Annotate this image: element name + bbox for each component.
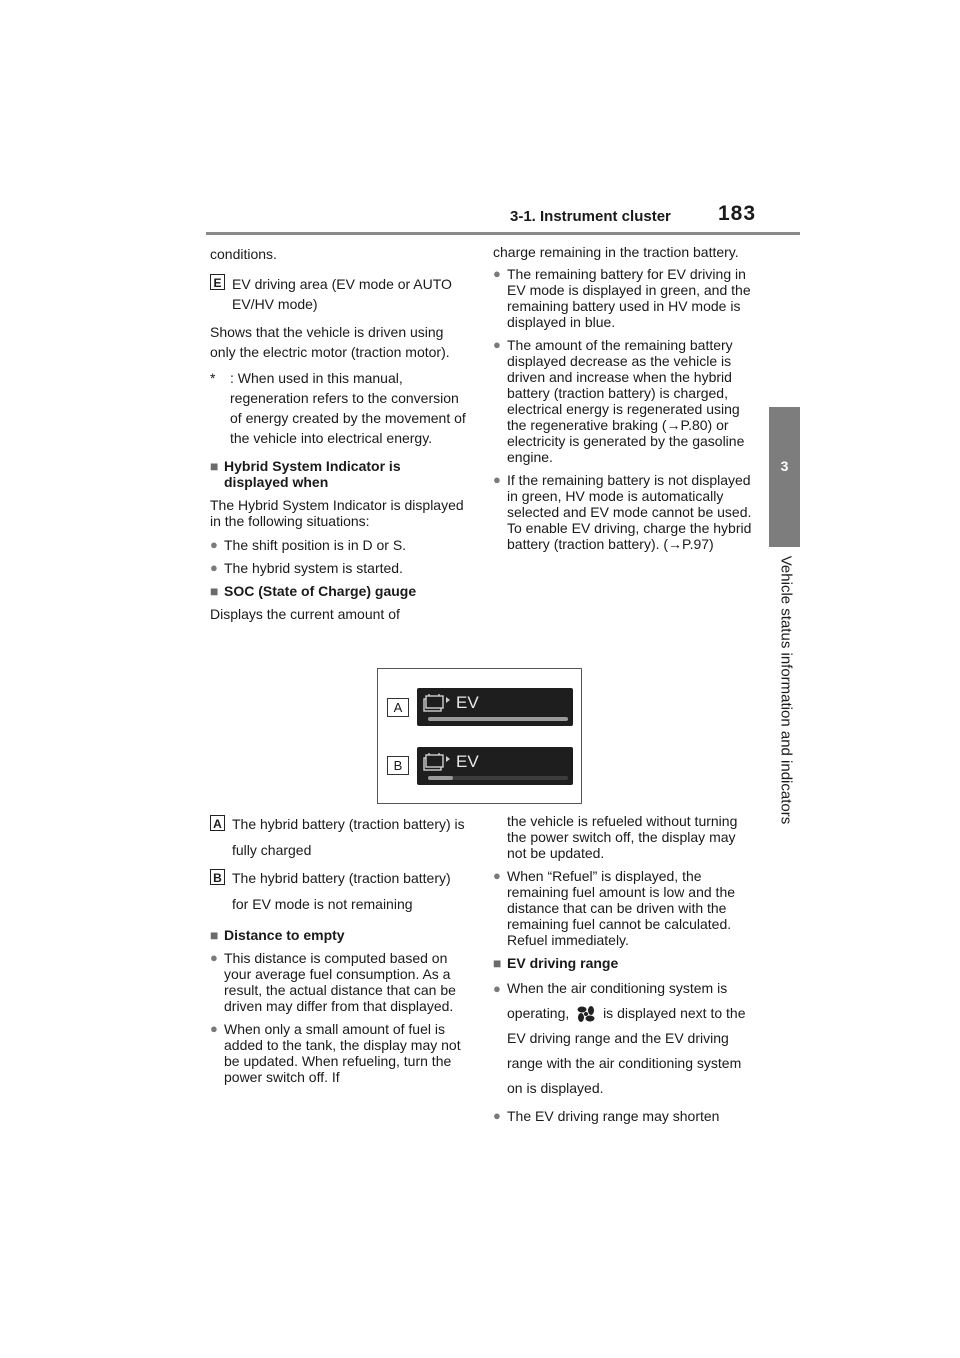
hsi-bullet-text: The hybrid system is started. [224,560,403,576]
label-e-item [210,274,468,314]
chapter-title: Vehicle status information and indicators [777,555,795,825]
soc-description: Displays the current amount of [210,606,400,622]
label-e: E [210,274,225,290]
square-bullet-icon: ■ [210,927,219,943]
conditions-text: conditions. [210,246,277,262]
soc-gauge-figure [377,668,582,804]
battery-icon [422,693,452,715]
list-item [493,868,755,948]
chapter-number: 3 [780,458,789,474]
label-e-text: EV driving area (EV mode or AUTO EV/HV mode) [232,276,452,312]
bullet-icon: ● [493,472,501,487]
bullet-icon: ● [210,537,218,552]
soc-heading [210,583,468,599]
list-item [210,537,468,553]
ac-bullet [507,976,755,1101]
bullet-icon: ● [210,560,218,575]
last-bullet-text: The EV driving range may shorten [507,1108,720,1124]
upper-right-column [493,244,755,559]
page-number: 183 [718,202,757,225]
soc-bullet-text: The amount of the remaining battery displayed decrease as the vehicle is driven and increase when the hybrid battery (traction battery) is charged, electrical energy is regenerated using the regenerative braking (→P.80) or electricity is generated by the gasoline engine. [507,337,745,465]
bullet-icon: ● [493,266,501,281]
hsi-heading-text: Hybrid System Indicator is displayed when [224,458,401,490]
evr-heading-text: EV driving range [507,955,619,971]
bullet-icon: ● [210,1021,218,1036]
bullet-icon: ● [493,337,501,352]
list-item [493,337,755,465]
hsi-description: The Hybrid System Indicator is displayed in the following situations: [210,497,464,529]
figure-label-b: B [387,756,409,775]
label-b-item [210,869,468,917]
footnote-star: * [210,370,216,386]
bullet-icon: ● [493,868,501,883]
soc-bullet-text: If the remaining battery is not displayed in green, HV mode is automatically selected and EV mode cannot be used. To enable EV driving, charge the hybrid battery (traction battery). (→P.97) [507,472,752,552]
square-bullet-icon: ■ [210,458,219,474]
square-bullet-icon: ■ [493,955,502,971]
dte-heading [210,927,468,943]
lower-left-column [210,815,468,1092]
bullet-icon: ● [493,981,501,996]
evr-heading [493,955,755,971]
list-item [210,560,468,576]
gauge-b-mode: EV [456,752,479,771]
gauge-panel-b [417,747,573,785]
list-item [493,978,755,1101]
gauge-b-fill [428,776,453,780]
hsi-bullet-text: The shift position is in D or S. [224,537,407,553]
gauge-a-mode: EV [456,693,479,712]
label-b: B [210,869,225,885]
figure-label-a: A [387,698,409,717]
gauge-b-track [428,776,568,780]
label-a-item [210,815,468,863]
refuel-continuation: the vehicle is refueled without turning the power switch off, the display may not be updated. [507,813,738,861]
footnote [210,368,468,448]
list-item [210,950,468,1014]
e-description: Shows that the vehicle is driven using only the electric motor (traction motor). [210,324,450,360]
list-item [493,472,755,552]
gauge-panel-a [417,688,573,726]
refuel-bullet-text: When “Refuel” is displayed, the remaining fuel amount is low and the distance that can be driven with the remaining fuel cannot be calculated. Refuel immediately. [507,868,736,948]
label-a-text: The hybrid battery (traction battery) is fully charged [232,816,465,858]
lower-right-column [493,813,755,1131]
ac-bullet-after: is displayed next to the EV driving range and the EV driving range with the air conditioning system on is displayed. [507,1005,746,1096]
hsi-heading [210,458,468,490]
header-rule [206,232,800,235]
label-b-text: The hybrid battery (traction battery) for EV mode is not remaining [232,870,451,912]
upper-left-column [210,244,468,622]
bullet-icon: ● [493,1108,501,1123]
list-item [493,266,755,330]
chapter-tab [769,407,800,547]
soc-bullet-text: The remaining battery for EV driving in EV mode is displayed in green, and the remaining battery used in HV mode is displayed in blue. [507,266,751,330]
label-a: A [210,815,225,831]
gauge-a-track [428,717,568,721]
footnote-text: : When used in this manual, regeneration refers to the conversion of energy created by the movement of the vehicle into electrical energy. [230,370,466,446]
fan-icon [573,1005,599,1023]
gauge-a-fill [428,717,568,721]
dte-bullet-text: This distance is computed based on your average fuel consumption. As a result, the actual distance that can be driven may differ from that displayed. [224,950,456,1014]
list-item [210,1021,468,1085]
dte-bullet-text: When only a small amount of fuel is added to the tank, the display may not be updated. When refueling, turn the power switch off. If [224,1021,461,1085]
charge-continuation: charge remaining in the traction battery. [493,244,739,260]
battery-icon [422,752,452,774]
square-bullet-icon: ■ [210,583,219,599]
list-item [493,1108,755,1124]
section-title: 3-1. Instrument cluster [510,208,671,225]
ac-bullet-before: When the air conditioning system is operating, [507,980,728,1021]
dte-heading-text: Distance to empty [224,927,345,943]
bullet-icon: ● [210,950,218,965]
soc-heading-text: SOC (State of Charge) gauge [224,583,417,599]
